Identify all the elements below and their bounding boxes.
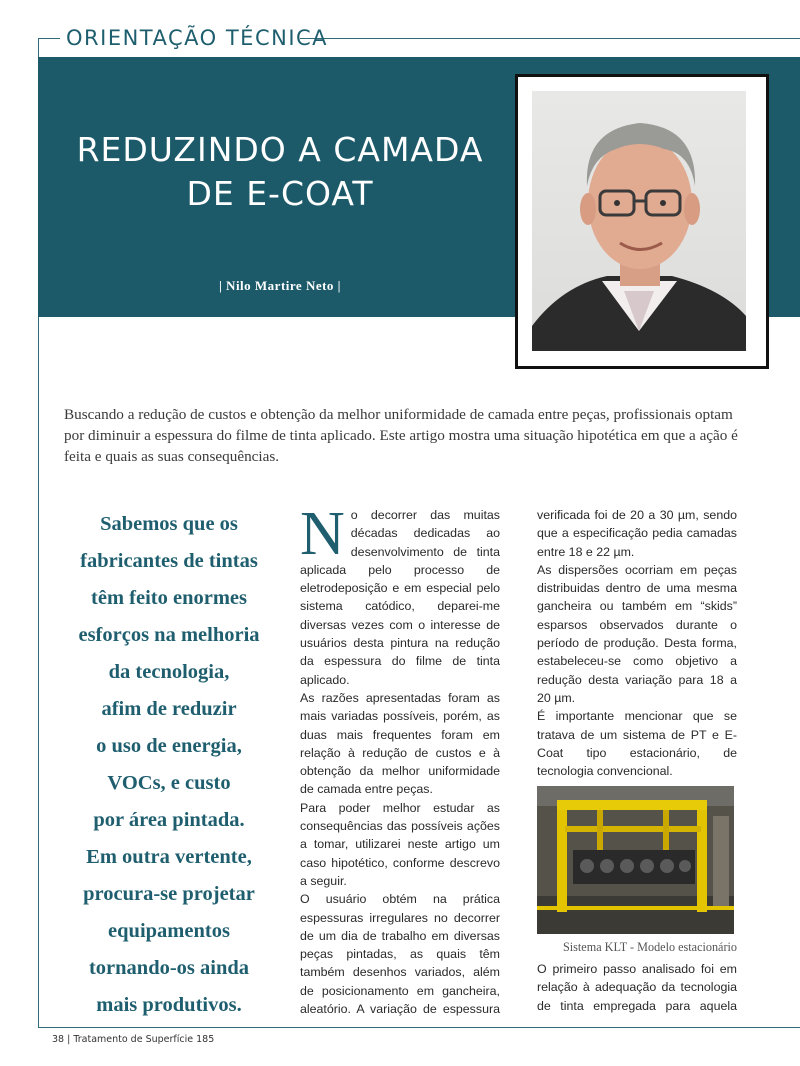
- quote-line: tornando-os ainda: [88, 957, 250, 979]
- frame-line-top-right: [300, 38, 800, 39]
- body-column-2: [300, 500, 500, 1018]
- body-paragraph: O usuário obtém na prática espessuras irregulares no decorrer de um dia de trabalho em diversas peças pintadas, as quais têm também desenhos variados, além de posicionamento em gancheira, aleatório. A variação de espessura: [300, 892, 500, 1017]
- quote-line: Em outra vertente,: [86, 846, 252, 868]
- frame-line-bottom: [38, 1027, 800, 1028]
- drop-cap: N: [300, 500, 345, 568]
- portrait-illustration: [532, 91, 746, 351]
- quote-line: Sabemos que os: [100, 513, 238, 535]
- page-footer: 38 | Tratamento de Superfície 185: [52, 1034, 215, 1045]
- ecoat-system-photo: [537, 786, 734, 934]
- quote-line: o uso de energia,: [96, 735, 242, 757]
- section-label: ORIENTAÇÃO TÉCNICA: [66, 26, 329, 50]
- quote-line: VOCs, e custo: [107, 772, 231, 794]
- body-paragraph: As razões apresentadas foram as mais variadas possíveis, porém, as duas mais frequentes foram em relação à redução de custos e à obtenção da melhor uniformidade de camada entre peças.: [300, 690, 500, 797]
- portrait-photo: [532, 91, 746, 351]
- body-paragraph: As dispersões ocorriam em peças distribuidas dentro de uma mesma gancheira ou também em “skids” esparsos observados durante o período de produção. Desta forma, estabeleceu-se como objetivo a redução desta variação para 18 a 20 µm.: [537, 562, 737, 705]
- quote-line: afim de reduzir: [101, 698, 237, 720]
- quote-line: mais produtivos.: [96, 994, 242, 1016]
- quote-line: da tecnologia,: [108, 661, 230, 683]
- machine-illustration: [537, 786, 734, 934]
- author-byline: | Nilo Martire Neto |: [218, 278, 342, 293]
- body-paragraph: Para poder melhor estudar as consequências das possíveis ações a tomar, utilizarei neste artigo um caso hipotético, conforme descrevo a seguir.: [300, 800, 500, 888]
- quote-line: por área pintada.: [93, 809, 245, 831]
- quote-line: esforços na melhoria: [78, 624, 260, 646]
- frame-line-top: [38, 38, 60, 39]
- photo-caption: Sistema KLT - Modelo estacionário: [563, 940, 737, 954]
- lead-paragraph: Buscando a redução de custos e obtenção da melhor uniformidade de camada entre peças, profissionais optam por diminuir a espessura do filme de tinta aplicado. Este artigo mostra uma situação hipotética em que a ação é feita e quais as suas consequências.: [64, 406, 738, 465]
- paragraph-text: o decorrer das muitas décadas dedicadas ao desenvolvimento de tinta aplicada pelo processo de eletrodeposição e em especial pelo sistema catódico, deparei-me diversas vezes com o interesse de usuários desta pintura na redução da espessura do filme de tinta aplicado.: [300, 508, 500, 687]
- title-line-1: REDUZINDO A CAMADA: [76, 130, 484, 169]
- body-paragraph: O primeiro passo analisado foi em relação à adequação da tecnologia de tinta empregada para aquela: [537, 962, 737, 1013]
- body-paragraph: [300, 500, 500, 689]
- title-line-2: DE E-COAT: [186, 174, 374, 213]
- author-portrait: [515, 74, 769, 369]
- quote-line: fabricantes de tintas: [80, 550, 258, 572]
- quote-line: procura-se projetar: [83, 883, 255, 905]
- article-title: [60, 128, 500, 216]
- pull-quote: [54, 506, 284, 1024]
- body-paragraph: É importante mencionar que se tratava de um sistema de PT e E-Coat tipo estacionário, de tecnologia convencional.: [537, 709, 737, 779]
- body-column-3-continued: [537, 960, 737, 1015]
- quote-line: têm feito enormes: [91, 587, 247, 609]
- body-column-3: [537, 506, 737, 780]
- body-paragraph: verificada foi de 20 a 30 µm, sendo que a especificação pedia camadas entre 18 e 22 µm.: [537, 508, 737, 559]
- quote-line: equipamentos: [108, 920, 230, 942]
